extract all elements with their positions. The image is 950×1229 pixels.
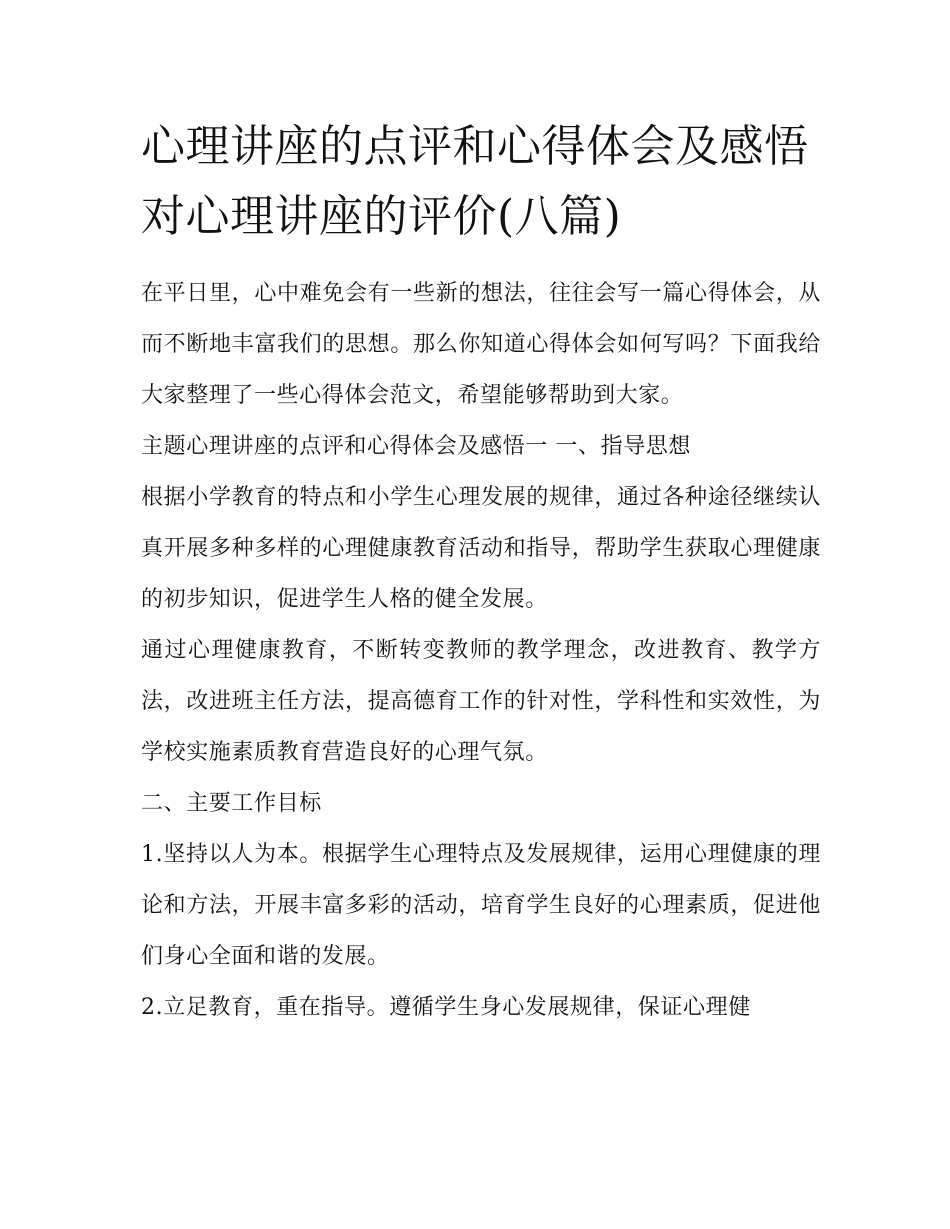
section1-paragraph-1: 根据小学教育的特点和小学生心理发展的规律，通过各种途径继续认真开展多种多样的心理健康教育活动和指导，帮助学生获取心理健康的初步知识，促进学生人格的健全发展。 (141, 485, 821, 612)
section1-paragraph-2: 通过心理健康教育，不断转变教师的教学理念，改进教育、教学方法，改进班主任方法，提高德育工作的针对性，学科性和实效性，为学校实施素质教育营造良好的心理气氛。 (141, 638, 821, 765)
intro-paragraph: 在平日里，心中难免会有一些新的想法，往往会写一篇心得体会，从而不断地丰富我们的思想。那么你知道心得体会如何写吗？下面我给大家整理了一些心得体会范文，希望能够帮助到大家。 (141, 281, 821, 408)
document-title: 心理讲座的点评和心得体会及感悟 对心理讲座的评价(八篇) (141, 121, 809, 242)
section1-heading: 主题心理讲座的点评和心得体会及感悟一 一、指导思想 (141, 434, 691, 459)
goal-2-paragraph: 2.立足教育，重在指导。遵循学生身心发展规律，保证心理健 (141, 995, 751, 1020)
document-body (141, 112, 821, 1033)
section2-heading: 二、主要工作目标 (141, 791, 322, 816)
goal-1-paragraph: 1.坚持以人为本。根据学生心理特点及发展规律，运用心理健康的理论和方法，开展丰富多彩的活动，培育学生良好的心理素质，促进他们身心全面和谐的发展。 (141, 842, 821, 969)
